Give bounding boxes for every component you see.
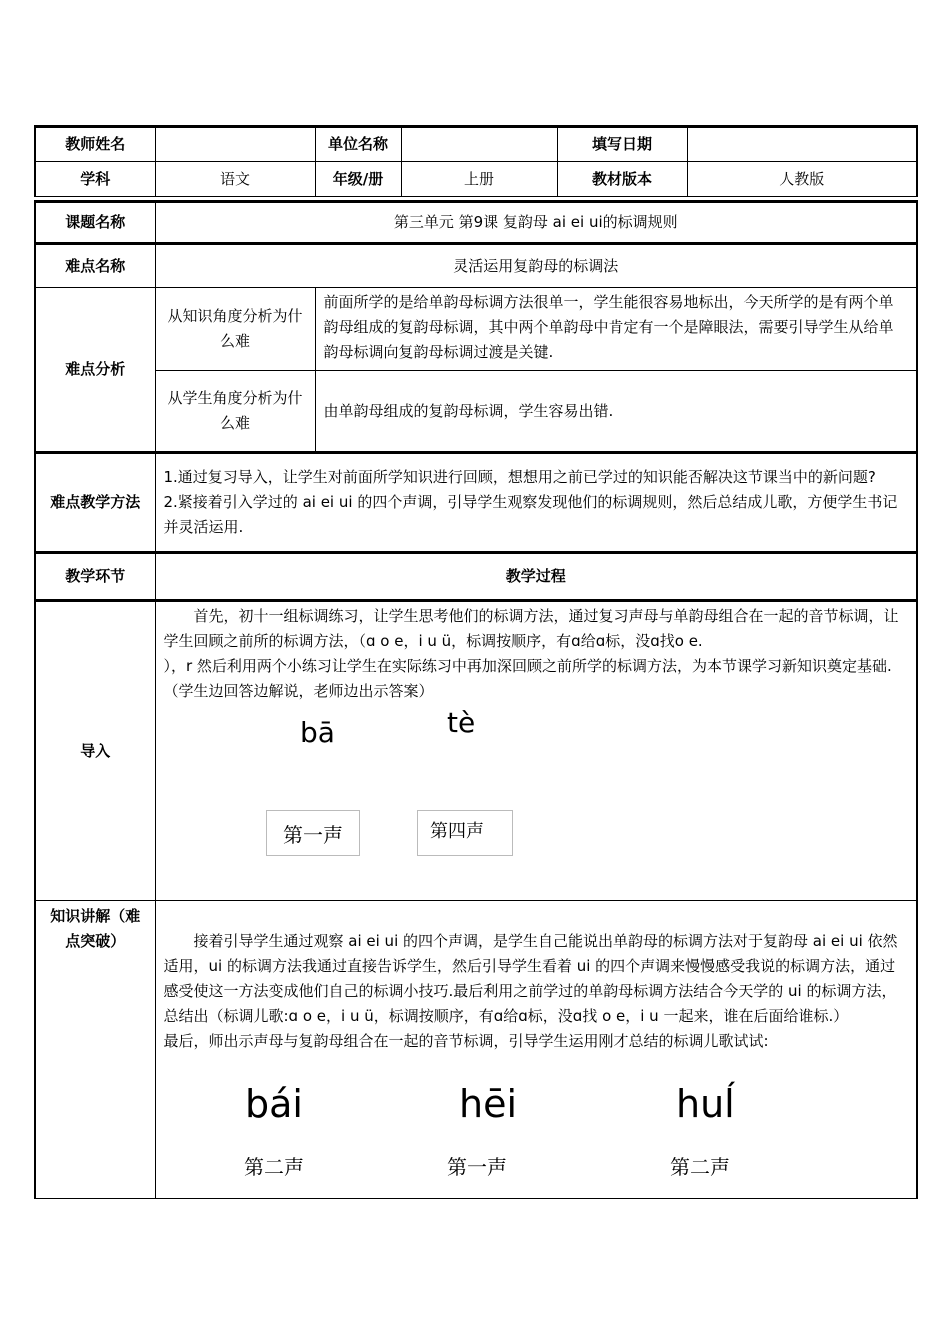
topic-label: 课题名称 <box>35 202 155 244</box>
subject-label: 学科 <box>35 162 155 197</box>
intro-syllable-ba: bā <box>300 716 335 749</box>
date-label: 填写日期 <box>557 127 687 162</box>
intro-label: 导入 <box>35 601 155 901</box>
lesson-plan-table <box>34 125 918 1199</box>
topic-value: 第三单元 第9课 复韵母 ai ei ui的标调规则 <box>155 202 917 244</box>
method-text <box>155 453 917 553</box>
intro-text-2: ），r 然后利用两个小练习让学生在实际练习中再加深回顾之前所学的标调方法，为本节课学习新知识奠定基础. （学生边回答边解说，老师边出示答案） <box>163 657 892 700</box>
grade-value: 上册 <box>401 162 557 197</box>
subject-value: 语文 <box>155 162 315 197</box>
lecture-syllable-bai: bái <box>245 1082 303 1126</box>
knowledge-analysis-label: 从知识角度分析为什么难 <box>155 288 315 371</box>
lecture-syllable-hui: huĺ <box>676 1082 735 1126</box>
edition-value: 人教版 <box>687 162 917 197</box>
method-label: 难点教学方法 <box>35 453 155 553</box>
difficulty-label: 难点名称 <box>35 244 155 288</box>
process-header: 教学过程 <box>155 553 917 601</box>
lecture-tone-2: 第一声 <box>447 1155 507 1179</box>
unit-label: 单位名称 <box>315 127 401 162</box>
lecture-text-1: 接着引导学生通过观察 ai ei ui 的四个声调，是学生自己能说出单韵母的标调方法对于复韵母 ai ei ui 依然适用，ui 的标调方法我通过直接告诉学生，然后引导学生看着 ui 的四个声调来慢慢感受我说的标调方法，通过感受使这一方法变成他们自己的标调小技巧.最后利用之前学过的单韵母标调方法结合今天学的 ui 的标调方法，总结出（标调儿歌:ɑ o e，i u ü，标调按顺序，有ɑ给ɑ标，没ɑ找 o e，i u 一起来，谁在后面给谁标.） <box>163 932 898 1025</box>
edition-label: 教材版本 <box>557 162 687 197</box>
difficulty-value: 灵活运用复韵母的标调法 <box>155 244 917 288</box>
analysis-label: 难点分析 <box>35 288 155 453</box>
teacher-value <box>155 127 315 162</box>
intro-syllable-te: tè <box>447 706 476 739</box>
method-line-2: 2.紧接着引入学过的 ai ei ui 的四个声调，引导学生观察发现他们的标调规则，然后总结成儿歌，方便学生书记并灵活运用. <box>163 493 898 536</box>
method-line-1: 1.通过复习导入，让学生对前面所学知识进行回顾，想想用之前已学过的知识能否解决这节课当中的新问题? <box>163 468 876 486</box>
grade-label: 年级/册 <box>315 162 401 197</box>
knowledge-analysis-text: 前面所学的是给单韵母标调方法很单一，学生能很容易地标出，今天所学的是有两个单韵母组成的复韵母标调，其中两个单韵母中肯定有一个是障眼法，需要引导学生从给单韵母标调向复韵母标调过渡是关键. <box>315 288 917 371</box>
unit-value <box>401 127 557 162</box>
intro-tone-box-2: 第四声 <box>417 810 513 856</box>
lecture-text-2: 最后，师出示声母与复韵母组合在一起的音节标调，引导学生运用刚才总结的标调儿歌试试: <box>163 1032 769 1050</box>
stage-header: 教学环节 <box>35 553 155 601</box>
student-analysis-label: 从学生角度分析为什么难 <box>155 371 315 453</box>
student-analysis-text: 由单韵母组成的复韵母标调，学生容易出错. <box>315 371 917 453</box>
teacher-label: 教师姓名 <box>35 127 155 162</box>
lecture-syllable-hei: hēi <box>459 1082 518 1126</box>
date-value <box>687 127 917 162</box>
intro-tone-box-1: 第一声 <box>266 810 360 856</box>
lecture-tone-3: 第二声 <box>670 1155 730 1179</box>
lecture-tone-1: 第二声 <box>244 1155 304 1179</box>
lecture-label: 知识讲解（难点突破） <box>35 901 155 1199</box>
intro-text-1: 首先，初十一组标调练习，让学生思考他们的标调方法，通过复习声母与单韵母组合在一起的音节标调，让学生回顾之前所的标调方法，（ɑ o e，i u ü，标调按顺序，有ɑ给ɑ标，没ɑ找o e. <box>163 607 899 650</box>
